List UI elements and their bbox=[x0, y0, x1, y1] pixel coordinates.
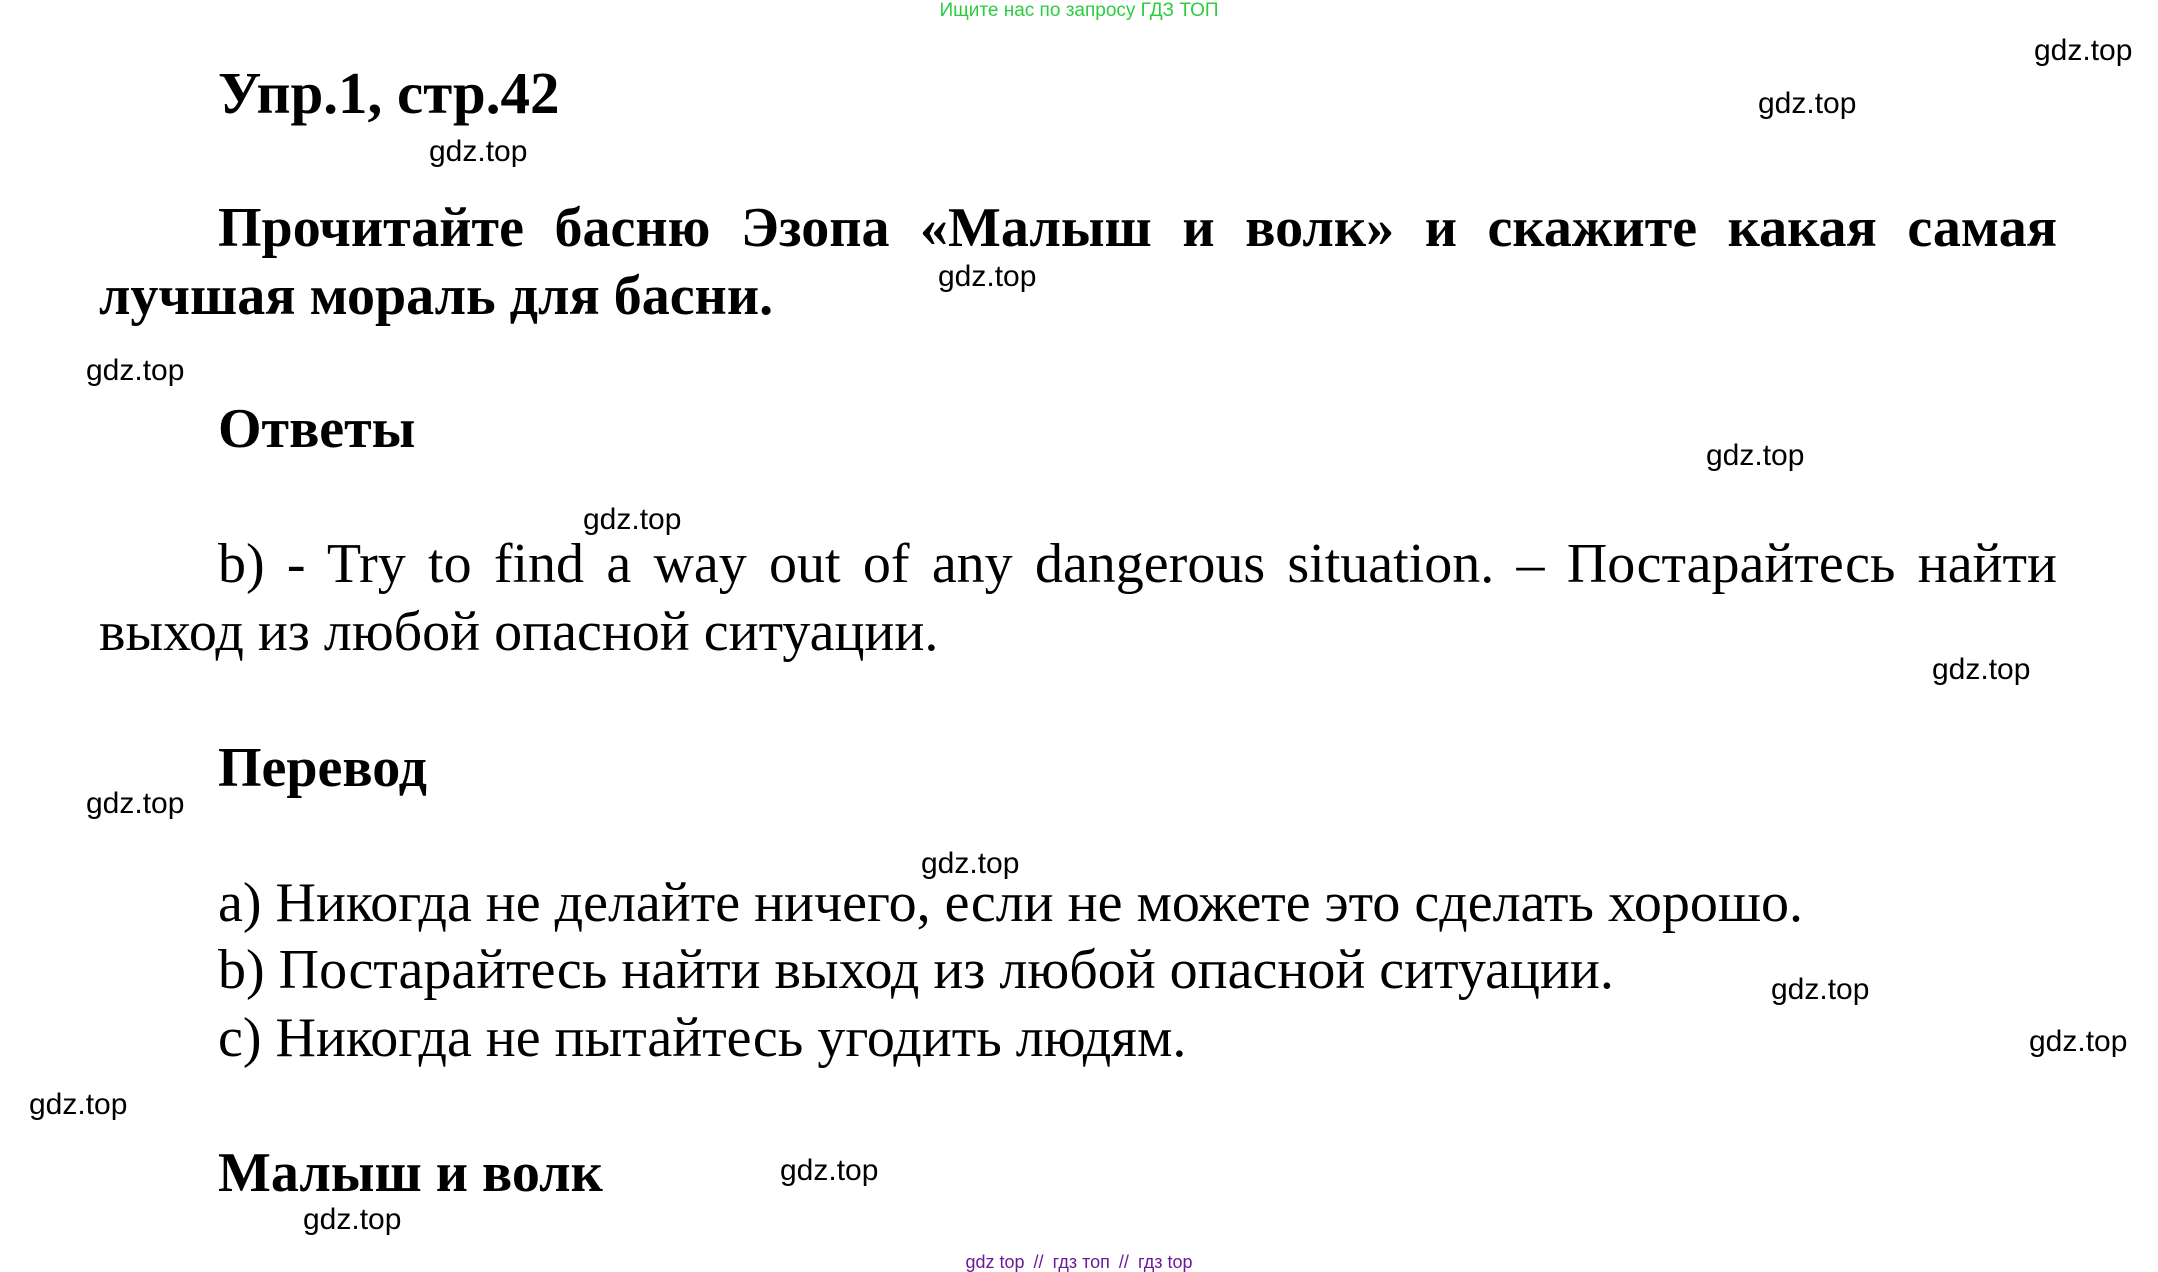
answer-text bbox=[99, 530, 2057, 666]
watermark: gdz.top bbox=[429, 135, 528, 168]
footer-separator: // bbox=[1118, 1252, 1129, 1272]
translation-heading: Перевод bbox=[218, 737, 427, 799]
footer-links bbox=[0, 1252, 2158, 1272]
footer-item: гдз top bbox=[1137, 1252, 1193, 1272]
translation-option-c: c) Никогда не пытайтесь угодить людям. bbox=[218, 1007, 1187, 1069]
watermark: gdz.top bbox=[2029, 1025, 2128, 1058]
watermark: gdz.top bbox=[1758, 87, 1857, 120]
answer-line-2: выход из любой опасной ситуации. bbox=[99, 601, 939, 663]
watermark: gdz.top bbox=[938, 260, 1037, 293]
exercise-title: Упр.1, стр.42 bbox=[218, 60, 560, 126]
watermark: gdz.top bbox=[2034, 34, 2133, 67]
task-text bbox=[99, 194, 2057, 330]
watermark: gdz.top bbox=[1771, 973, 1870, 1006]
search-banner bbox=[0, 0, 2158, 22]
watermark: gdz.top bbox=[1932, 653, 2031, 686]
watermark: gdz.top bbox=[29, 1088, 128, 1121]
translation-option-b: b) Постарайтесь найти выход из любой опасной ситуации. bbox=[218, 939, 1614, 1001]
story-heading: Малыш и волк bbox=[218, 1142, 603, 1204]
watermark: gdz.top bbox=[303, 1203, 402, 1236]
translation-option-a: a) Никогда не делайте ничего, если не можете это сделать хорошо. bbox=[218, 872, 1803, 934]
watermark: gdz.top bbox=[921, 847, 1020, 880]
task-line-2: лучшая мораль для басни. bbox=[99, 265, 774, 327]
footer-separator: // bbox=[1033, 1252, 1044, 1272]
watermark: gdz.top bbox=[583, 503, 682, 536]
answer-line-1: b) - Try to find a way out of any dangerous situation. – Постарайтесь найти bbox=[218, 533, 2057, 595]
watermark: gdz.top bbox=[1706, 439, 1805, 472]
watermark: gdz.top bbox=[780, 1154, 879, 1187]
search-banner-text: Ищите нас по запросу ГДЗ ТОП bbox=[939, 0, 1219, 21]
answers-heading: Ответы bbox=[218, 398, 416, 460]
watermark: gdz.top bbox=[86, 787, 185, 820]
task-line-1: Прочитайте басню Эзопа «Малыш и волк» и скажите какая самая bbox=[218, 197, 2057, 259]
watermark: gdz.top bbox=[86, 354, 185, 387]
footer-item: gdz top bbox=[965, 1252, 1025, 1272]
footer-item: гдз топ bbox=[1052, 1252, 1110, 1272]
